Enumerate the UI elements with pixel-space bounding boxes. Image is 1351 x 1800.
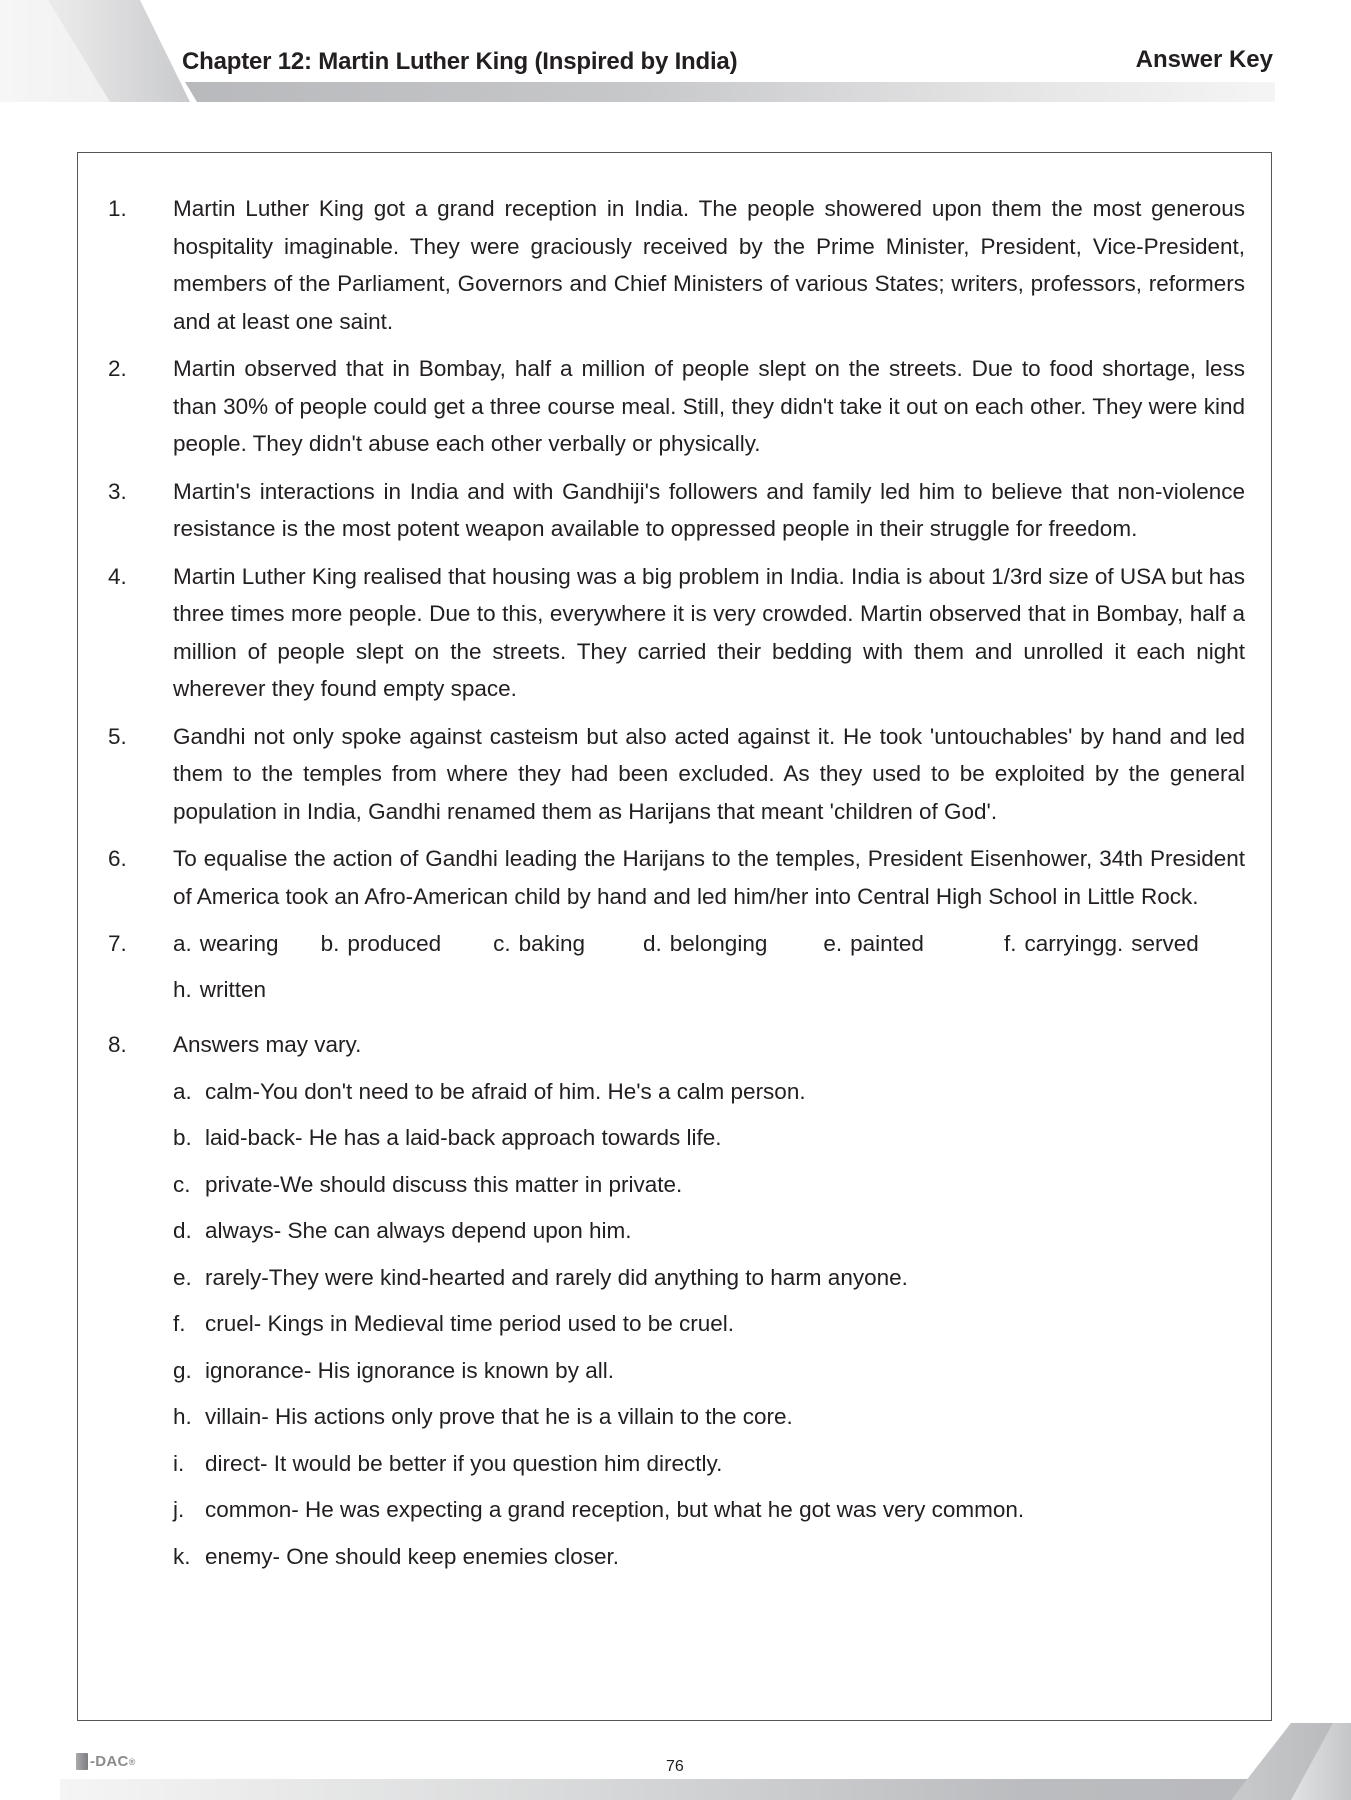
answer-text: Martin's interactions in India and with Gandhiji's followers and family led him to believe that non-violence resistance is the most potent weapon available to oppressed people in their struggle for freedom. — [173, 478, 1245, 541]
answer-number: 3. — [108, 478, 127, 504]
word-item: a. wearing — [173, 931, 279, 956]
sub-answer: a. calm-You don't need to be afraid of him. He's a calm person. — [173, 1078, 806, 1104]
sub-answer: j. common- He was expecting a grand reception, but what he got was very common. — [173, 1497, 1025, 1522]
answer-number: 7. — [108, 931, 127, 956]
word-item: e. painted — [823, 931, 924, 956]
answer-text: Martin Luther King got a grand reception in India. The people showered upon them the most generous hospitality imaginable. They were graciously received by the Prime Minister, President, Vice-President, members of the Parliament, Governors and Chief Ministers of various States; writers, professors, reformers and at least one saint. — [173, 196, 1245, 334]
answer-number: 4. — [108, 563, 127, 589]
answer-item-q8 — [95, 1026, 1245, 1575]
sub-answer: c. private-We should discuss this matter in private. — [173, 1171, 683, 1197]
q8-intro: Answers may vary. — [173, 1032, 362, 1057]
answer-item — [95, 718, 1245, 831]
answer-item — [95, 350, 1245, 463]
sub-answer: b. laid-back- He has a laid-back approach towards life. — [173, 1125, 722, 1150]
word-item: c. baking — [493, 931, 585, 956]
sub-answer: g. ignorance- His ignorance is known by all. — [173, 1357, 614, 1383]
answer-item — [95, 840, 1245, 915]
answer-text: Gandhi not only spoke against casteism but also acted against it. He took 'untouchables' by hand and led them to the temples from where they had been excluded. As they used to be exploited by the general population in India, Gandhi renamed them as Harijans that meant 'children of God'. — [173, 723, 1245, 824]
sub-answer: h. villain- His actions only prove that he is a villain to the core. — [173, 1404, 793, 1429]
chapter-title: Chapter 12: Martin Luther King (Inspired by India) — [182, 48, 738, 75]
footer-decoration-bar — [60, 1779, 1351, 1800]
logo-mark-icon — [76, 1753, 88, 1770]
answer-text: Martin Luther King realised that housing was a big problem in India. India is about 1/3rd size of USA but has three times more people. Due to this, everywhere it is very crowded. Martin observed that in Bombay, half a million of people slept on the streets. They carried their bedding with them and unrolled it each night wherever they found empty space. — [173, 563, 1245, 701]
answer-list — [95, 190, 1245, 1585]
answer-number: 6. — [108, 846, 127, 871]
sub-answer: k. enemy- One should keep enemies closer. — [173, 1543, 619, 1569]
header-decoration-bar — [185, 82, 1275, 102]
answer-number: 8. — [108, 1032, 127, 1057]
word-list — [173, 925, 1245, 1016]
publisher-logo: -DAC ® — [76, 1753, 136, 1770]
section-label: Answer Key — [1135, 46, 1273, 73]
word-item: h. written — [173, 976, 267, 1002]
answer-number: 1. — [108, 196, 127, 221]
sub-answer: f. cruel- Kings in Medieval time period used to be cruel. — [173, 1311, 735, 1336]
sub-answer: d. always- She can always depend upon him. — [173, 1218, 632, 1243]
sub-answer: i. direct- It would be better if you question him directly. — [173, 1450, 723, 1476]
answer-text: Martin observed that in Bombay, half a million of people slept on the streets. Due to food shortage, less than 30% of people could get a three course meal. Still, they didn't take it out on each other. They were kind people. They didn't abuse each other verbally or physically. — [173, 356, 1245, 456]
answer-item — [95, 473, 1245, 548]
answer-text: To equalise the action of Gandhi leading the Harijans to the temples, President Eisenhower, 34th President of America took an Afro-American child by hand and led him/her into Central High School in Little Rock. — [173, 846, 1245, 909]
answer-item-q7 — [95, 925, 1245, 1016]
answer-number: 5. — [108, 723, 127, 749]
page-number: 76 — [666, 1758, 684, 1775]
word-item: b. produced — [320, 931, 442, 956]
answer-number: 2. — [108, 356, 127, 381]
q8-body — [173, 1026, 1245, 1575]
word-item: d. belonging — [642, 931, 768, 956]
answer-item — [95, 558, 1245, 708]
answer-item — [95, 190, 1245, 340]
word-item: g. served — [1104, 931, 1199, 956]
sub-answer: e. rarely-They were kind-hearted and rarely did anything to harm anyone. — [173, 1264, 908, 1290]
word-item: f. carrying — [1003, 931, 1105, 956]
